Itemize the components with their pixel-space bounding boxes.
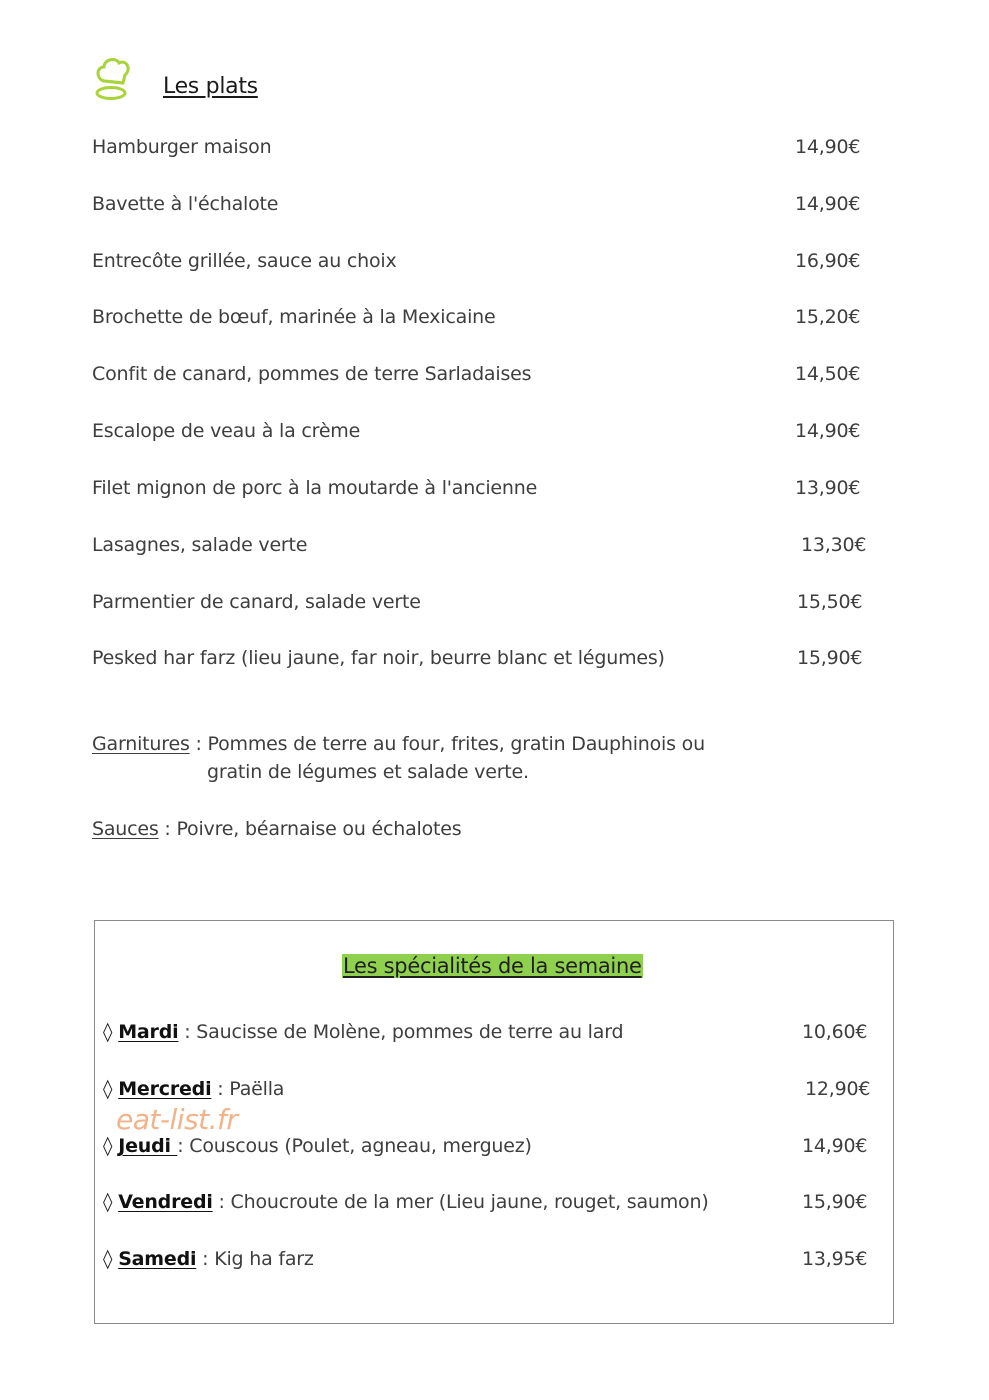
garnitures-note bbox=[92, 733, 705, 755]
chef-hat-icon bbox=[92, 55, 132, 101]
dish-name: Filet mignon de porc à la moutarde à l'ancienne bbox=[92, 477, 538, 499]
special-item bbox=[103, 1078, 284, 1100]
special-item bbox=[103, 1135, 532, 1157]
sauces-label: Sauces bbox=[92, 818, 159, 840]
special-day: Jeudi bbox=[118, 1135, 178, 1157]
dish-name: Bavette à l'échalote bbox=[92, 193, 279, 215]
special-text: : Saucisse de Molène, pommes de terre au lard bbox=[178, 1021, 624, 1043]
diamond-bullet-icon: ◊ bbox=[103, 1135, 113, 1157]
specials-title: Les spécialités de la semaine bbox=[343, 954, 642, 978]
special-text: : Couscous (Poulet, agneau, merguez) bbox=[177, 1135, 532, 1157]
dish-price: 16,90€ bbox=[795, 250, 861, 272]
dish-name: Entrecôte grillée, sauce au choix bbox=[92, 250, 397, 272]
diamond-bullet-icon: ◊ bbox=[103, 1078, 113, 1100]
dish-price: 15,20€ bbox=[795, 306, 861, 328]
special-day: Mardi bbox=[118, 1021, 179, 1043]
garnitures-label: Garnitures bbox=[92, 733, 190, 755]
special-day: Vendredi bbox=[118, 1191, 213, 1213]
special-text: : Paëlla bbox=[211, 1078, 285, 1100]
diamond-bullet-icon: ◊ bbox=[103, 1021, 113, 1043]
dish-name: Escalope de veau à la crème bbox=[92, 420, 361, 442]
garnitures-text-continued: gratin de légumes et salade verte. bbox=[207, 761, 529, 783]
special-price: 10,60€ bbox=[802, 1021, 868, 1043]
dish-price: 13,30€ bbox=[801, 534, 867, 556]
special-text: : Kig ha farz bbox=[196, 1248, 314, 1270]
special-price: 12,90€ bbox=[805, 1078, 871, 1100]
dish-name: Lasagnes, salade verte bbox=[92, 534, 308, 556]
dish-price: 14,90€ bbox=[795, 136, 861, 158]
special-price: 14,90€ bbox=[802, 1135, 868, 1157]
page-title: Les plats bbox=[163, 74, 258, 99]
dish-name: Brochette de bœuf, marinée à la Mexicaine bbox=[92, 306, 496, 328]
special-day: Samedi bbox=[118, 1248, 197, 1270]
dish-price: 14,50€ bbox=[795, 363, 861, 385]
dish-price: 15,50€ bbox=[797, 591, 863, 613]
dish-price: 13,90€ bbox=[795, 477, 861, 499]
dish-price: 14,90€ bbox=[795, 420, 861, 442]
garnitures-text: : Pommes de terre au four, frites, gratin Dauphinois ou bbox=[189, 733, 705, 755]
special-price: 15,90€ bbox=[802, 1191, 868, 1213]
dish-name: Pesked har farz (lieu jaune, far noir, beurre blanc et légumes) bbox=[92, 647, 665, 669]
sauces-note bbox=[92, 818, 462, 840]
dish-name: Parmentier de canard, salade verte bbox=[92, 591, 421, 613]
diamond-bullet-icon: ◊ bbox=[103, 1191, 113, 1213]
special-text: : Choucroute de la mer (Lieu jaune, rouget, saumon) bbox=[212, 1191, 709, 1213]
sauces-text: : Poivre, béarnaise ou échalotes bbox=[158, 818, 462, 840]
dish-name: Hamburger maison bbox=[92, 136, 272, 158]
dish-price: 15,90€ bbox=[797, 647, 863, 669]
special-item bbox=[103, 1248, 314, 1270]
special-day: Mercredi bbox=[118, 1078, 212, 1100]
special-item bbox=[103, 1021, 623, 1043]
dish-price: 14,90€ bbox=[795, 193, 861, 215]
diamond-bullet-icon: ◊ bbox=[103, 1248, 113, 1270]
special-price: 13,95€ bbox=[802, 1248, 868, 1270]
watermark: eat-list.fr bbox=[116, 1103, 238, 1136]
dish-name: Confit de canard, pommes de terre Sarladaises bbox=[92, 363, 532, 385]
special-item bbox=[103, 1191, 709, 1213]
